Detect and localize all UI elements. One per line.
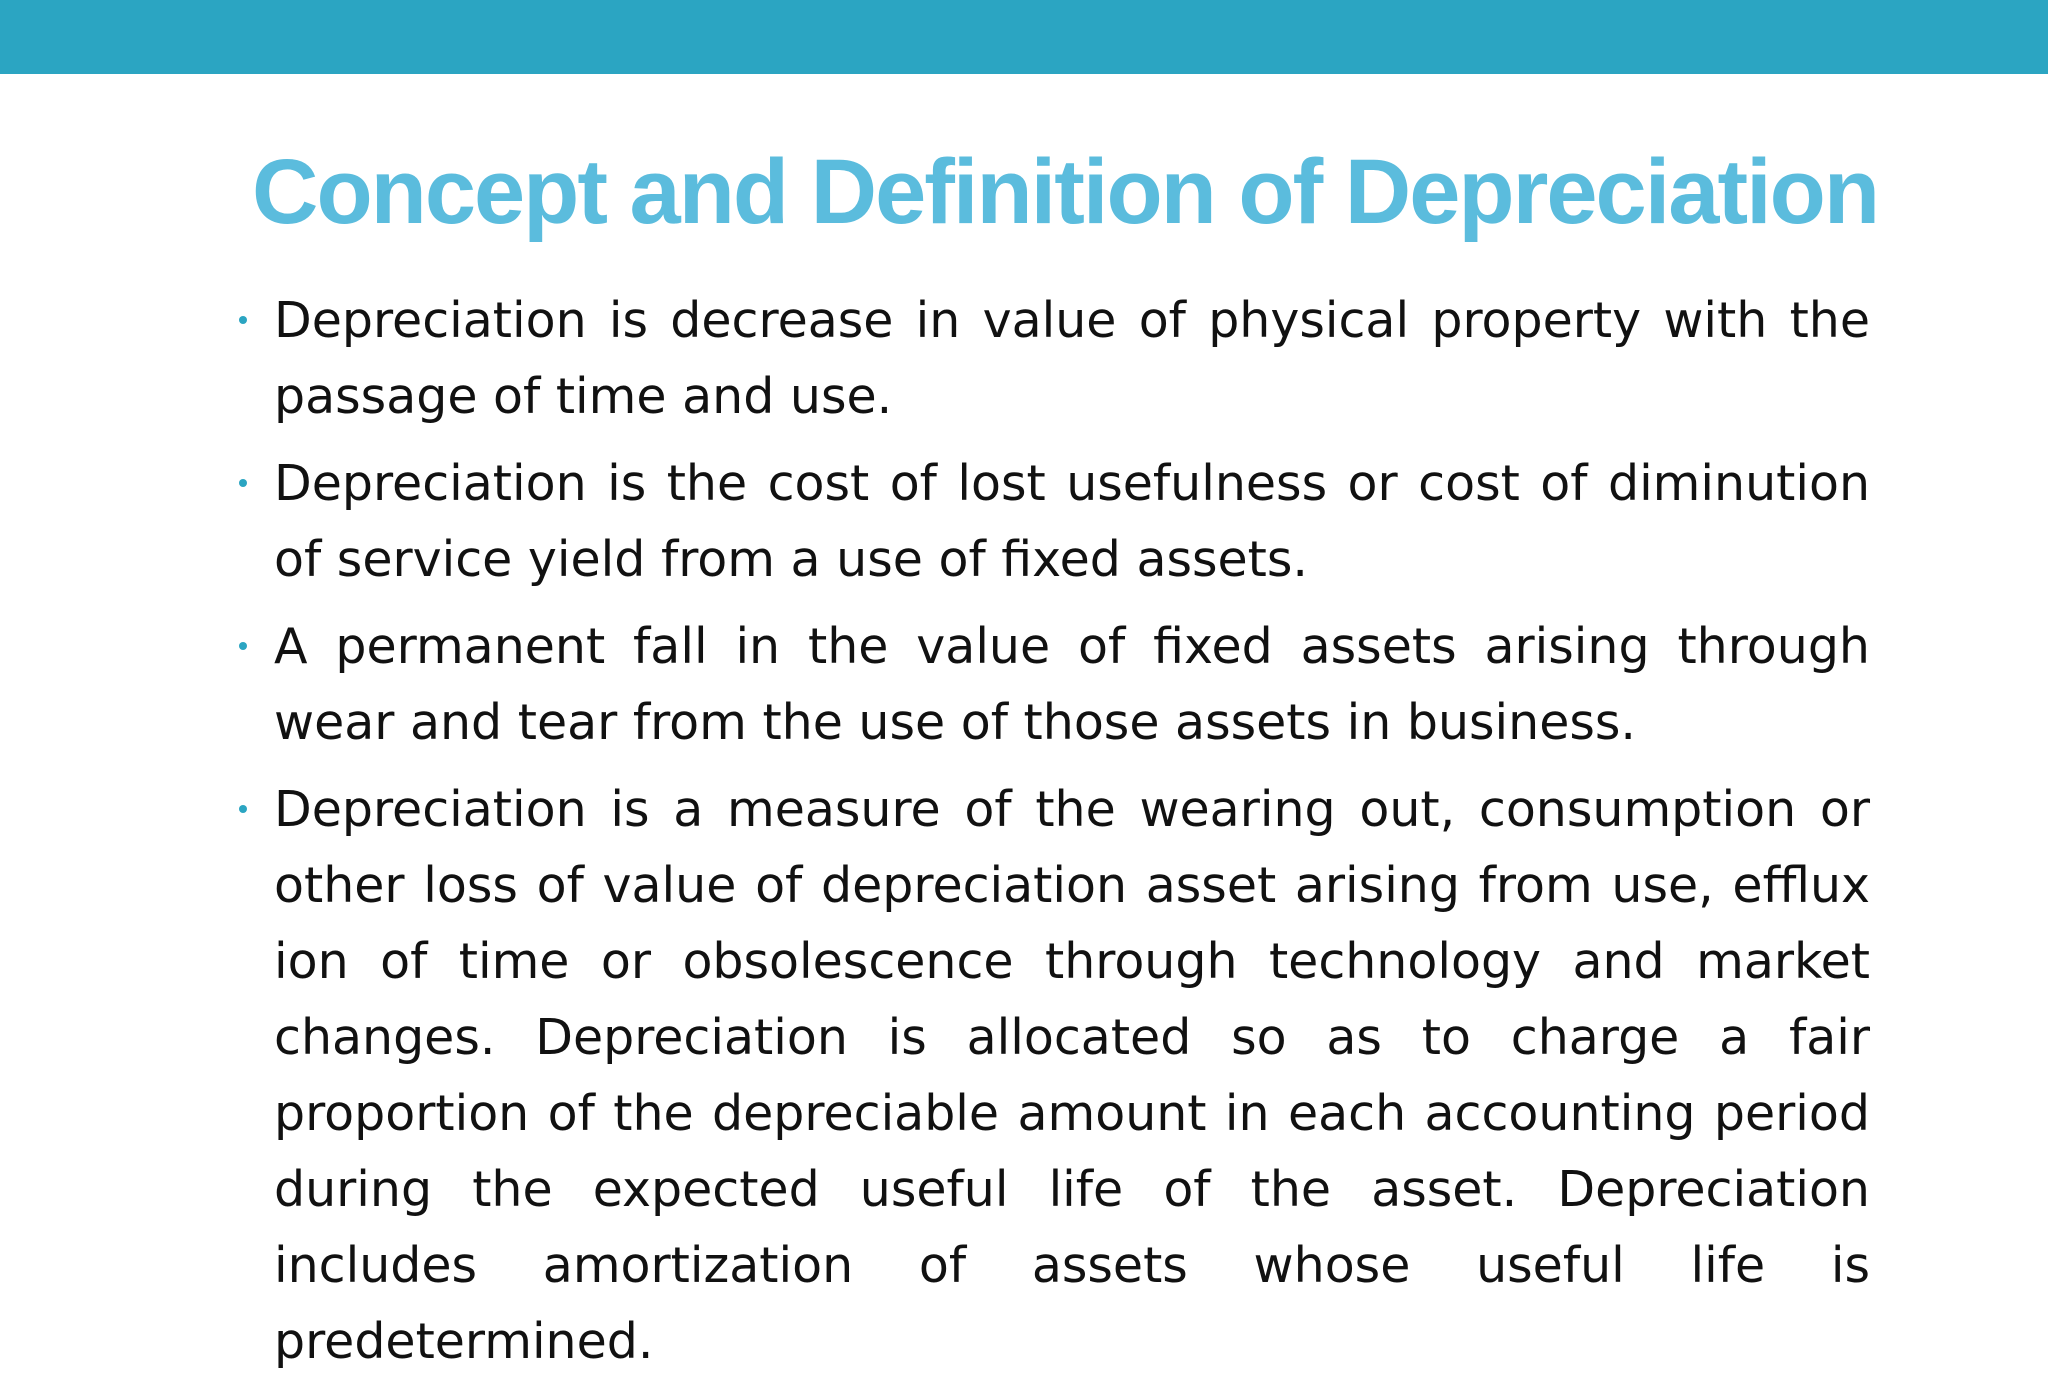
bullet-dot-icon <box>239 316 247 324</box>
bullet-item-4 <box>236 772 1870 1380</box>
bullet-dot-icon <box>239 642 247 650</box>
top-accent-bar <box>0 0 2048 74</box>
bullet-item-1 <box>236 283 1870 435</box>
bullet-text-4: Depreciation is a measure of the wearing out, consumption or other loss of value of depreciation asset arising from use, efflux ion of time or obsolescence through technology and market changes. Depreciation is allocated so as to charge a fair proportion of the depreciable amount in each accounting period during the expected useful life of the asset. Depreciation includes amortization of assets whose useful life is predetermined. <box>274 781 1870 1370</box>
bullet-text-3: A permanent fall in the value of fixed assets arising through wear and tear from the use of those assets in business. <box>274 618 1870 751</box>
bullet-item-2 <box>236 446 1870 598</box>
bullet-dot-icon <box>239 479 247 487</box>
bullet-list <box>236 283 1870 1391</box>
bullet-text-1: Depreciation is decrease in value of physical property with the passage of time and use. <box>274 292 1870 425</box>
bullet-dot-icon <box>239 805 247 813</box>
bullet-item-3 <box>236 609 1870 761</box>
slide-title: Concept and Definition of Depreciation <box>252 141 1879 243</box>
bullet-text-2: Depreciation is the cost of lost usefulness or cost of diminution of service yield from a use of fixed assets. <box>274 455 1870 588</box>
